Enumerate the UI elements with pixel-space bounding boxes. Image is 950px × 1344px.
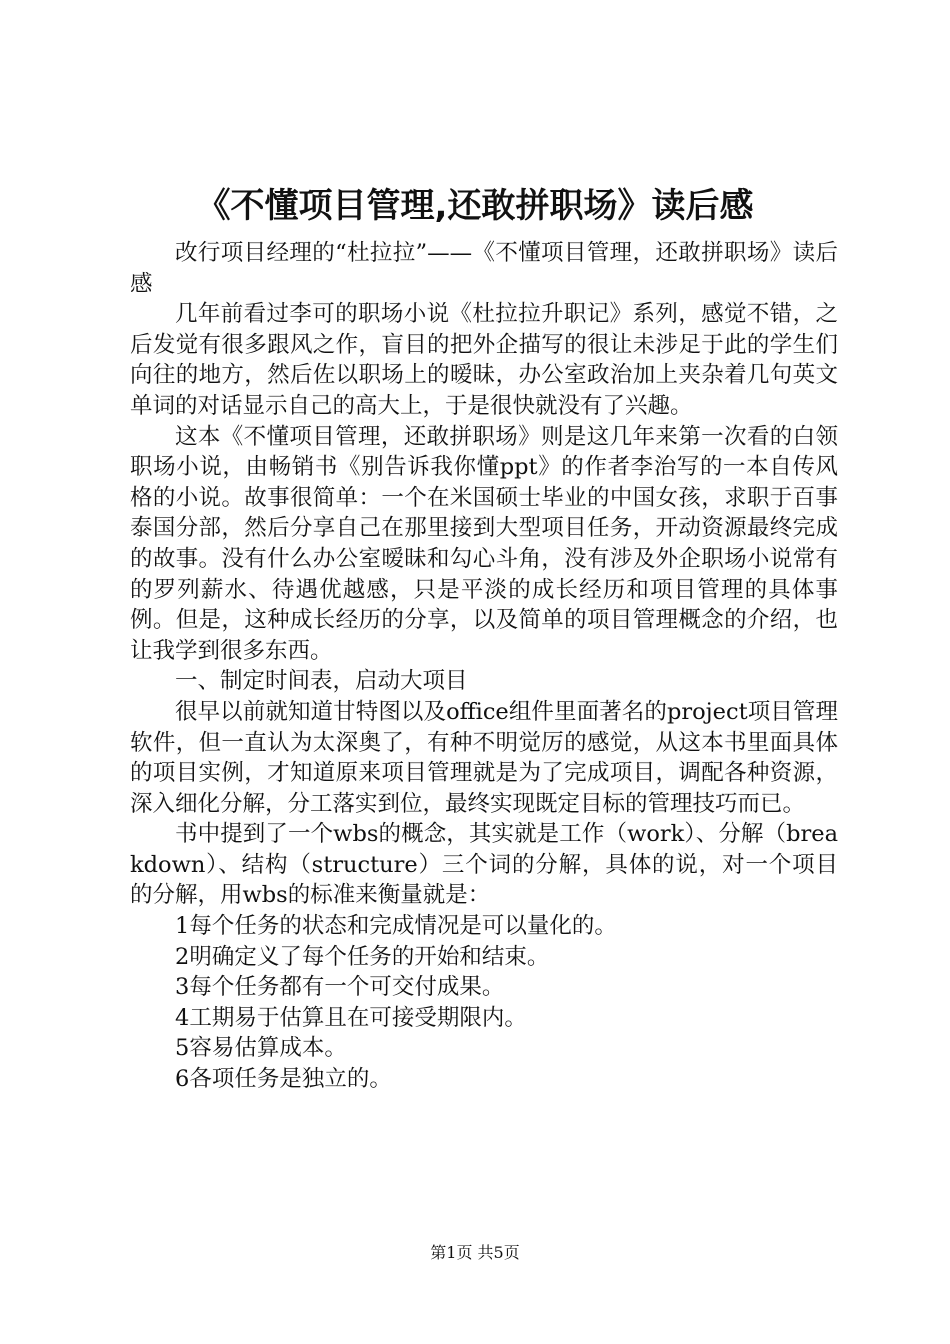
document-title: 《不懂项目管理,还敢拼职场》读后感 <box>196 186 754 226</box>
list-item: 4工期易于估算且在可接受期限内。 <box>175 1004 527 1031</box>
paragraph-book-summary: 这本《不懂项目管理，还敢拼职场》则是这几年来第一次看的白领职场小说，由畅销书《别告诉我你懂ppt》的作者李治写的一本自传风格的小说。故事很简单：一个在米国硕士毕业的中国女孩，求职于百事泰国分部，然后分享自己在那里接到大型项目任务，开动资源最终完成的故事。没有什么办公室暧昧和勾心斗角，没有涉及外企职场小说常有的罗列薪水、待遇优越感，只是平淡的成长经历和项目管理的具体事例。但是，这种成长经历的分享，以及简单的项目管理概念的介绍，也让我学到很多东西。 <box>130 423 838 664</box>
list-item: 5容易估算成本。 <box>175 1035 347 1062</box>
list-item: 3每个任务都有一个可交付成果。 <box>175 974 505 1001</box>
paragraph-intro: 几年前看过李可的职场小说《杜拉拉升职记》系列，感觉不错，之后发觉有很多跟风之作，盲目的把外企描写的很让未涉足于此的学生们向往的地方，然后佐以职场上的暧昧，办公室政治加上夹杂着几句英文单词的对话显示自己的高大上，于是很快就没有了兴趣。 <box>130 301 838 419</box>
paragraph-wbs: 书中提到了一个wbs的概念，其实就是工作（work）、分解（breakdown）、结构（structure）三个词的分解，具体的说，对一个项目的分解，用wbs的标准来衡量就是： <box>130 821 838 909</box>
list-item: 2明确定义了每个任务的开始和结束。 <box>175 943 550 970</box>
list-item: 1每个任务的状态和完成情况是可以量化的。 <box>175 913 617 940</box>
list-item: 6各项任务是独立的。 <box>175 1066 392 1093</box>
paragraph-subtitle: 改行项目经理的“杜拉拉”——《不懂项目管理，还敢拼职场》读后感 <box>130 240 838 297</box>
page-footer: 第1页 共5页 <box>430 1243 520 1262</box>
document-body <box>130 238 838 1095</box>
paragraph-project-management: 很早以前就知道甘特图以及office组件里面著名的project项目管理软件，但一直认为太深奥了，有种不明觉厉的感觉，从这本书里面具体的项目实例，才知道原来项目管理就是为了完成项目，调配各种资源，深入细化分解，分工落实到位，最终实现既定目标的管理技巧而已。 <box>130 698 838 817</box>
section-heading: 一、制定时间表，启动大项目 <box>175 668 468 695</box>
